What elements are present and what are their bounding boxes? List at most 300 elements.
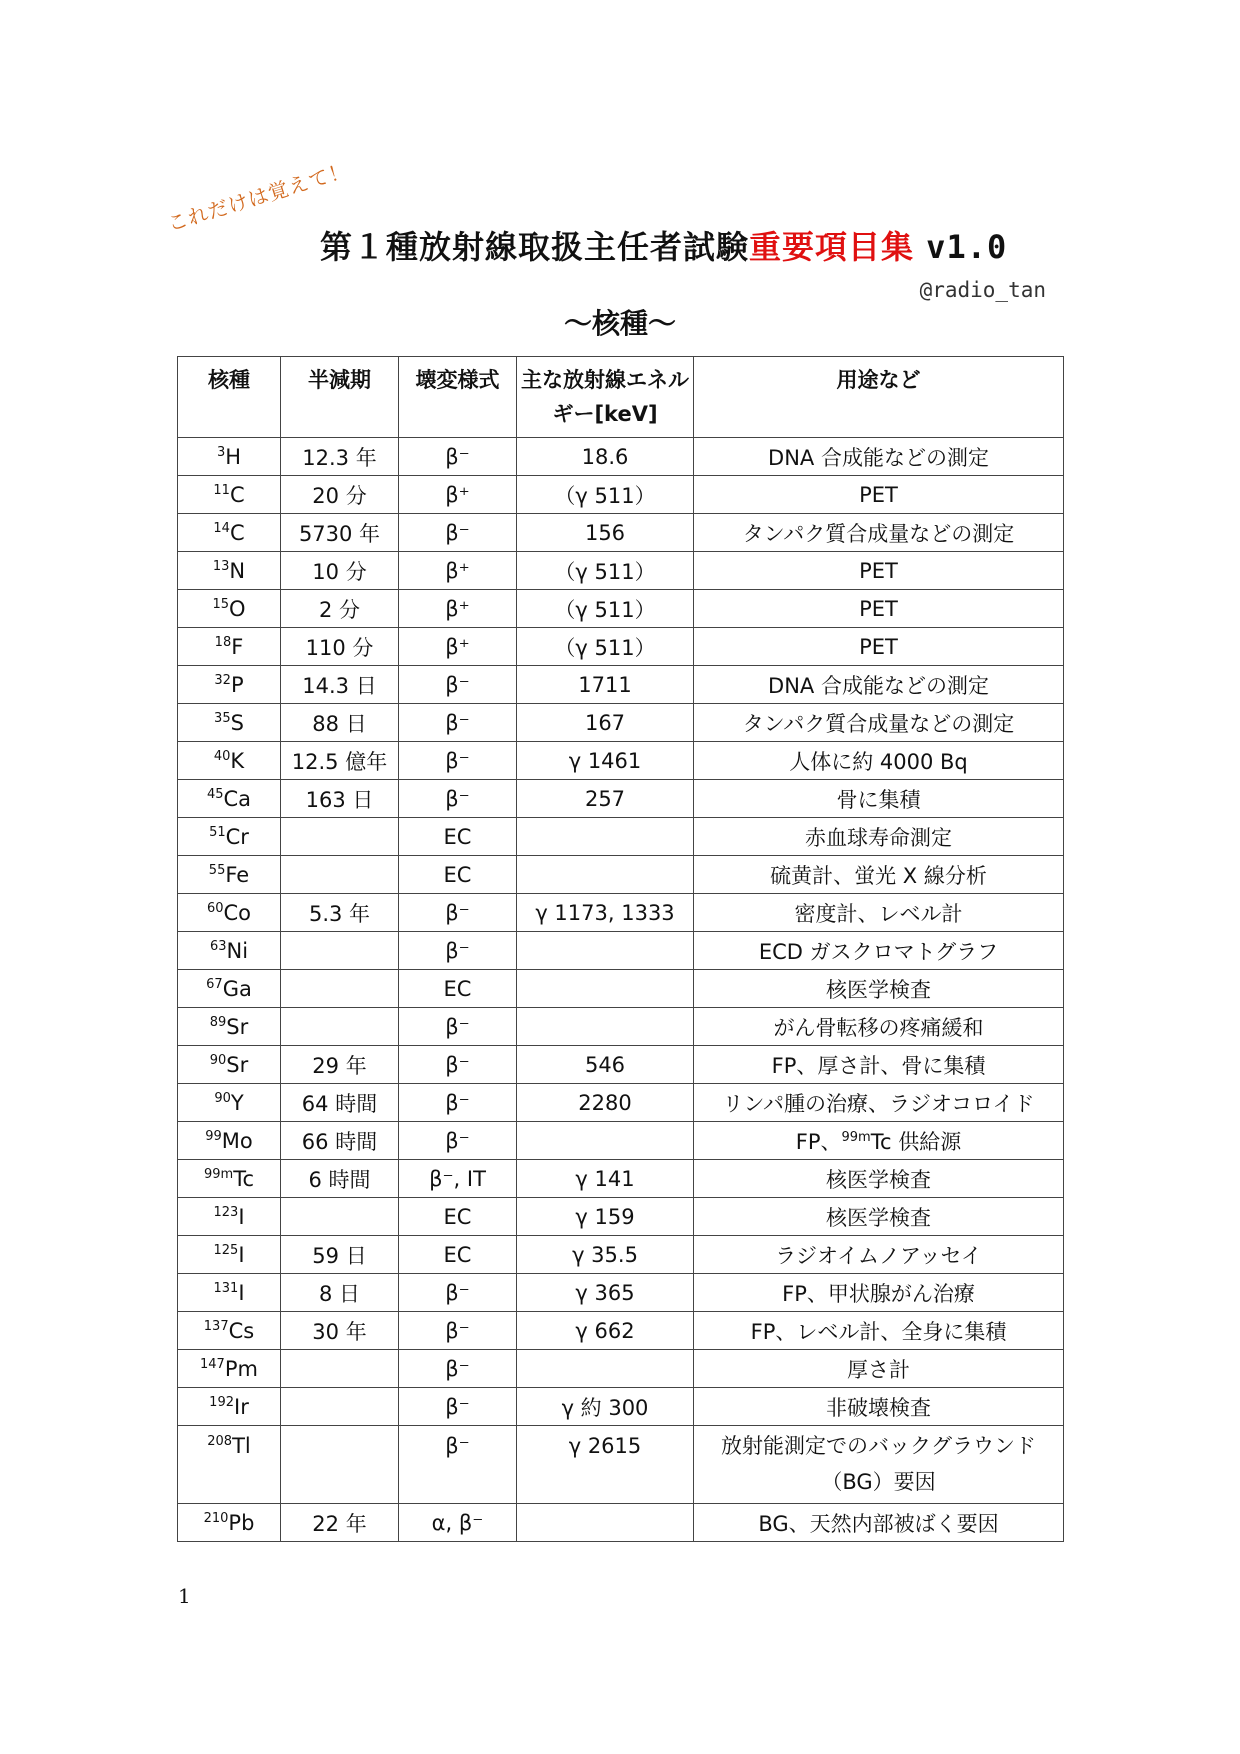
energy-value: γ 約 300 — [561, 1395, 649, 1420]
decay-mode-cell — [399, 1160, 517, 1198]
usage-cell — [694, 1122, 1064, 1160]
energy-value: γ 662 — [575, 1318, 635, 1343]
nuclide-cell — [178, 1504, 281, 1542]
energy-value: γ 141 — [575, 1166, 635, 1191]
decay-mode-value: EC — [443, 1204, 472, 1229]
energy-value: γ 35.5 — [572, 1242, 638, 1267]
energy-value: （γ 511） — [554, 559, 656, 584]
half-life-value: 2 分 — [318, 597, 361, 622]
decay-mode-value: β⁻ — [445, 710, 470, 735]
usage-value: 核医学検査 — [826, 1205, 931, 1230]
nuclide-cell — [178, 666, 281, 704]
energy-value: γ 1461 — [568, 748, 642, 773]
half-life-value: 66 時間 — [301, 1129, 378, 1154]
decay-mode-cell — [399, 780, 517, 818]
half-life-cell — [281, 818, 399, 856]
decay-mode-cell — [399, 552, 517, 590]
mass-number: 18 — [214, 634, 232, 650]
element-symbol: Mo — [221, 1128, 253, 1153]
mass-number: 35 — [214, 710, 231, 726]
mass-number: 123 — [213, 1204, 239, 1220]
table-row — [178, 590, 1064, 628]
table-row — [178, 1350, 1064, 1388]
energy-cell — [517, 742, 694, 780]
nuclide-cell — [178, 1388, 281, 1426]
element-symbol: Ga — [222, 976, 252, 1001]
half-life-cell — [281, 780, 399, 818]
table-row — [178, 780, 1064, 818]
mass-number: 51 — [209, 824, 226, 840]
decay-mode-value: α, β⁻ — [431, 1510, 484, 1535]
energy-cell — [517, 1122, 694, 1160]
decay-mode-cell — [399, 742, 517, 780]
usage-value: 核医学検査 — [826, 977, 931, 1002]
title-main: 第１種放射線取扱主任者試験 — [320, 228, 750, 266]
decay-mode-value: β⁺ — [445, 558, 470, 583]
nuclide-cell — [178, 704, 281, 742]
mass-number: 67 — [206, 976, 223, 992]
table-body — [178, 438, 1064, 1542]
mass-number: 11 — [213, 482, 230, 498]
mass-number: 137 — [203, 1318, 229, 1334]
element-symbol: I — [238, 1204, 245, 1229]
usage-value: タンパク質合成量などの測定 — [742, 521, 1015, 546]
title-highlight: 重要項目集 — [749, 228, 915, 266]
table-row — [178, 704, 1064, 742]
energy-cell — [517, 1046, 694, 1084]
table-row — [178, 628, 1064, 666]
nuclide-cell — [178, 1122, 281, 1160]
element-symbol: I — [238, 1280, 245, 1305]
nuclide-cell — [178, 1236, 281, 1274]
table-row — [178, 514, 1064, 552]
half-life-cell — [281, 1008, 399, 1046]
table-row — [178, 438, 1064, 476]
energy-cell — [517, 780, 694, 818]
half-life-cell — [281, 1084, 399, 1122]
element-symbol: F — [231, 634, 244, 659]
usage-cell — [694, 970, 1064, 1008]
energy-cell — [517, 894, 694, 932]
usage-value: FP、厚さ計、骨に集積 — [771, 1053, 986, 1078]
energy-cell — [517, 932, 694, 970]
usage-cell — [694, 818, 1064, 856]
usage-cell — [694, 704, 1064, 742]
element-symbol: C — [229, 520, 245, 545]
page-title — [320, 222, 1007, 268]
usage-cell — [694, 1236, 1064, 1274]
nuclide-cell — [178, 628, 281, 666]
mass-number: 210 — [203, 1510, 229, 1526]
element-symbol: Ir — [234, 1394, 249, 1419]
half-life-cell — [281, 552, 399, 590]
half-life-value: 30 年 — [312, 1319, 367, 1344]
decay-mode-cell — [399, 894, 517, 932]
nuclide-cell — [178, 742, 281, 780]
element-symbol: C — [229, 482, 245, 507]
usage-value: 放射能測定でのバックグラウンド（BG）要因 — [721, 1434, 1036, 1494]
decay-mode-cell — [399, 1312, 517, 1350]
decay-mode-cell — [399, 666, 517, 704]
mass-number: 14 — [213, 520, 230, 536]
nuclide-cell — [178, 1198, 281, 1236]
nuclide-cell — [178, 932, 281, 970]
decay-mode-cell — [399, 1504, 517, 1542]
usage-cell — [694, 932, 1064, 970]
mass-number: 89 — [209, 1014, 227, 1030]
mass-number: 60 — [206, 900, 224, 916]
energy-cell — [517, 514, 694, 552]
usage-cell — [694, 856, 1064, 894]
energy-value: （γ 511） — [554, 635, 656, 660]
energy-value: （γ 511） — [554, 597, 656, 622]
half-life-cell — [281, 1122, 399, 1160]
decay-mode-value: EC — [443, 862, 472, 887]
energy-value: 18.6 — [581, 444, 629, 469]
element-symbol: Pb — [228, 1510, 255, 1535]
mass-number: 32 — [214, 672, 231, 688]
usage-cell — [694, 438, 1064, 476]
usage-value: リンパ腫の治療、ラジオコロイド — [722, 1091, 1035, 1116]
element-symbol: Tc — [233, 1166, 255, 1191]
decay-mode-cell — [399, 818, 517, 856]
half-life-value: 8 日 — [318, 1281, 361, 1306]
usage-cell — [694, 1350, 1064, 1388]
usage-cell — [694, 1160, 1064, 1198]
usage-text-suffix: Tc 供給源 — [870, 1129, 962, 1154]
usage-value: FP、甲状腺がん治療 — [782, 1281, 975, 1306]
mass-number: 15 — [212, 596, 229, 612]
nuclide-cell — [178, 552, 281, 590]
usage-value: PET — [859, 482, 898, 507]
half-life-cell — [281, 1504, 399, 1542]
half-life-cell — [281, 704, 399, 742]
table-row — [178, 1160, 1064, 1198]
table-row — [178, 1312, 1064, 1350]
mass-number: 3 — [216, 444, 226, 460]
column-header-energy: 主な放射線エネルギー[keV] — [517, 357, 694, 438]
usage-cell — [694, 1504, 1064, 1542]
decay-mode-value: β⁻ — [445, 900, 470, 925]
decay-mode-cell — [399, 1274, 517, 1312]
energy-value: 167 — [584, 710, 626, 735]
decay-mode-value: β⁺ — [445, 634, 470, 659]
half-life-cell — [281, 1274, 399, 1312]
table-row — [178, 552, 1064, 590]
element-symbol: Co — [223, 900, 252, 925]
half-life-cell — [281, 894, 399, 932]
half-life-cell — [281, 590, 399, 628]
decay-mode-cell — [399, 1236, 517, 1274]
usage-value: 非破壊検査 — [826, 1395, 931, 1420]
element-symbol: P — [230, 672, 244, 697]
usage-cell — [694, 628, 1064, 666]
half-life-cell — [281, 1426, 399, 1504]
decay-mode-value: β⁻ — [445, 520, 470, 545]
table-row — [178, 1046, 1064, 1084]
usage-value: 骨に集積 — [836, 787, 921, 812]
energy-cell — [517, 1160, 694, 1198]
nuclide-cell — [178, 438, 281, 476]
element-symbol: S — [230, 710, 244, 735]
half-life-cell — [281, 1160, 399, 1198]
usage-mass-number: 99m — [841, 1129, 871, 1145]
nuclide-cell — [178, 1274, 281, 1312]
mass-number: 63 — [209, 938, 227, 954]
decay-mode-value: β⁻ — [445, 1434, 470, 1458]
half-life-cell — [281, 932, 399, 970]
element-symbol: Ca — [223, 786, 252, 811]
nuclide-cell — [178, 590, 281, 628]
usage-cell — [694, 1312, 1064, 1350]
half-life-cell — [281, 514, 399, 552]
half-life-cell — [281, 1350, 399, 1388]
decay-mode-cell — [399, 628, 517, 666]
usage-value: 密度計、レベル計 — [794, 901, 963, 926]
usage-cell — [694, 1388, 1064, 1426]
element-symbol: Tl — [232, 1434, 251, 1458]
nuclide-cell — [178, 514, 281, 552]
table-row — [178, 666, 1064, 704]
decay-mode-value: EC — [443, 824, 472, 849]
half-life-value: 12.5 億年 — [291, 749, 388, 774]
energy-value: γ 1173, 1333 — [535, 900, 675, 925]
decay-mode-cell — [399, 970, 517, 1008]
table-row — [178, 476, 1064, 514]
usage-value: タンパク質合成量などの測定 — [742, 711, 1015, 736]
usage-value: 厚さ計 — [847, 1357, 910, 1382]
decay-mode-value: β⁻ — [445, 1014, 470, 1039]
decay-mode-value: β⁺ — [445, 482, 470, 507]
column-header-nuclide: 核種 — [178, 357, 281, 438]
usage-cell — [694, 590, 1064, 628]
usage-text-prefix: FP、 — [795, 1129, 842, 1154]
usage-cell — [694, 1198, 1064, 1236]
energy-cell — [517, 1274, 694, 1312]
table-row — [178, 970, 1064, 1008]
usage-cell — [694, 1008, 1064, 1046]
mass-number: 90 — [209, 1052, 227, 1068]
element-symbol: Sr — [226, 1052, 249, 1077]
energy-value: 2280 — [578, 1090, 632, 1115]
element-symbol: O — [229, 596, 246, 621]
half-life-cell — [281, 1388, 399, 1426]
half-life-cell — [281, 856, 399, 894]
energy-cell — [517, 970, 694, 1008]
half-life-value: 10 分 — [312, 559, 367, 584]
decay-mode-value: β⁻ — [445, 1356, 470, 1381]
element-symbol: H — [225, 444, 242, 469]
mass-number: 131 — [213, 1280, 239, 1296]
decay-mode-value: β⁻ — [445, 1052, 470, 1077]
half-life-cell — [281, 1312, 399, 1350]
usage-value: PET — [859, 596, 898, 621]
half-life-value: 64 時間 — [301, 1091, 378, 1116]
decay-mode-value: β⁻ — [445, 1318, 470, 1343]
usage-cell — [694, 894, 1064, 932]
decay-mode-value: β⁺ — [445, 596, 470, 621]
usage-value: DNA 合成能などの測定 — [768, 673, 989, 698]
decay-mode-cell — [399, 1122, 517, 1160]
nuclide-cell — [178, 780, 281, 818]
decay-mode-cell — [399, 932, 517, 970]
decay-mode-value: EC — [443, 1242, 472, 1267]
energy-value: 257 — [584, 786, 626, 811]
half-life-cell — [281, 1236, 399, 1274]
usage-cell — [694, 1084, 1064, 1122]
decay-mode-value: β⁻ — [445, 786, 470, 811]
energy-cell — [517, 1312, 694, 1350]
usage-cell — [694, 780, 1064, 818]
nuclide-cell — [178, 1350, 281, 1388]
energy-cell — [517, 1504, 694, 1542]
half-life-value: 59 日 — [312, 1243, 367, 1268]
mass-number: 147 — [200, 1356, 225, 1372]
decay-mode-cell — [399, 1388, 517, 1426]
mass-number: 99m — [203, 1166, 234, 1182]
element-symbol: Fe — [225, 862, 250, 887]
table-row — [178, 856, 1064, 894]
energy-cell — [517, 818, 694, 856]
half-life-value: 12.3 年 — [302, 445, 377, 470]
half-life-value: 22 年 — [312, 1511, 367, 1536]
half-life-value: 163 日 — [305, 787, 374, 812]
usage-value: ラジオイムノアッセイ — [775, 1243, 982, 1268]
usage-cell — [694, 742, 1064, 780]
decay-mode-cell — [399, 704, 517, 742]
nuclide-cell — [178, 1312, 281, 1350]
usage-value: 人体に約 4000 Bq — [789, 749, 968, 774]
column-header-usage: 用途など — [694, 357, 1064, 438]
usage-cell — [694, 1274, 1064, 1312]
half-life-cell — [281, 1198, 399, 1236]
page-number: 1 — [178, 1584, 191, 1608]
nuclide-cell — [178, 818, 281, 856]
usage-value: がん骨転移の疼痛緩和 — [773, 1015, 984, 1040]
table-row — [178, 1084, 1064, 1122]
element-symbol: Cs — [228, 1318, 255, 1343]
half-life-cell — [281, 742, 399, 780]
table-row — [178, 1198, 1064, 1236]
energy-value: γ 159 — [575, 1204, 635, 1229]
column-header-decay-mode: 壊変様式 — [399, 357, 517, 438]
section-title: ～核種～ — [563, 307, 676, 340]
decay-mode-value: β⁻ — [445, 1128, 470, 1153]
element-symbol: I — [238, 1242, 245, 1267]
element-symbol: K — [230, 748, 245, 773]
decay-mode-value: EC — [443, 976, 472, 1001]
energy-cell — [517, 1084, 694, 1122]
decay-mode-value: β⁻ — [445, 748, 470, 773]
nuclide-cell — [178, 1046, 281, 1084]
table-row — [178, 742, 1064, 780]
usage-cell — [694, 514, 1064, 552]
energy-value: 546 — [584, 1052, 626, 1077]
half-life-cell — [281, 666, 399, 704]
energy-value: 156 — [584, 520, 626, 545]
usage-value: PET — [859, 558, 898, 583]
decay-mode-value: β⁻ — [445, 672, 470, 697]
element-symbol: Sr — [226, 1014, 249, 1039]
half-life-cell — [281, 438, 399, 476]
half-life-cell — [281, 628, 399, 666]
energy-cell — [517, 628, 694, 666]
decay-mode-cell — [399, 1198, 517, 1236]
usage-value: FP、レベル計、全身に集積 — [750, 1319, 1007, 1344]
element-symbol: Pm — [224, 1356, 258, 1381]
author-handle: @radio_tan — [919, 278, 1046, 302]
decay-mode-cell — [399, 514, 517, 552]
table-row — [178, 1122, 1064, 1160]
table-row — [178, 1504, 1064, 1542]
element-symbol: N — [229, 558, 246, 583]
decay-mode-cell — [399, 1008, 517, 1046]
mass-number: 45 — [206, 786, 224, 802]
column-header-half-life: 半減期 — [281, 357, 399, 438]
usage-cell — [694, 552, 1064, 590]
nuclide-cell — [178, 1426, 281, 1504]
half-life-cell — [281, 476, 399, 514]
table-row — [178, 894, 1064, 932]
usage-value: 核医学検査 — [826, 1167, 931, 1192]
energy-cell — [517, 438, 694, 476]
decay-mode-value: β⁻ — [445, 444, 470, 469]
energy-cell — [517, 666, 694, 704]
energy-value: γ 365 — [575, 1280, 635, 1305]
decay-mode-cell — [399, 1084, 517, 1122]
nuclide-table — [177, 356, 1064, 1542]
energy-cell — [517, 1236, 694, 1274]
half-life-value: 20 分 — [312, 483, 367, 508]
mass-number: 90 — [214, 1090, 231, 1106]
mass-number: 13 — [212, 558, 230, 574]
energy-cell — [517, 590, 694, 628]
energy-cell — [517, 552, 694, 590]
decay-mode-value: β⁻ — [445, 1394, 470, 1419]
usage-value: ECD ガスクロマトグラフ — [758, 939, 999, 964]
table-row — [178, 1426, 1064, 1504]
half-life-value: 29 年 — [312, 1053, 367, 1078]
nuclide-cell — [178, 970, 281, 1008]
decay-mode-value: β⁻, IT — [429, 1166, 486, 1191]
usage-cell — [694, 1426, 1064, 1504]
element-symbol: Cr — [225, 824, 249, 849]
decay-mode-cell — [399, 1426, 517, 1504]
nuclide-cell — [178, 894, 281, 932]
energy-value: 1711 — [578, 672, 632, 697]
tagline: これだけは覚えて！ — [164, 157, 353, 237]
energy-cell — [517, 856, 694, 894]
table-row — [178, 818, 1064, 856]
half-life-value: 5730 年 — [298, 521, 381, 546]
table-row — [178, 1008, 1064, 1046]
energy-cell — [517, 1198, 694, 1236]
table-row — [178, 932, 1064, 970]
nuclide-cell — [178, 1160, 281, 1198]
decay-mode-value: β⁻ — [445, 938, 470, 963]
usage-value: BG、天然内部被ばく要因 — [758, 1511, 999, 1536]
energy-value: （γ 511） — [554, 483, 656, 508]
energy-cell — [517, 1350, 694, 1388]
mass-number: 192 — [209, 1394, 234, 1410]
decay-mode-value: β⁻ — [445, 1090, 470, 1115]
table-header-row — [178, 357, 1064, 438]
mass-number: 125 — [213, 1242, 239, 1258]
title-version: v1.0 — [926, 228, 1008, 266]
table-row — [178, 1274, 1064, 1312]
table-row — [178, 1236, 1064, 1274]
mass-number: 55 — [208, 862, 226, 878]
